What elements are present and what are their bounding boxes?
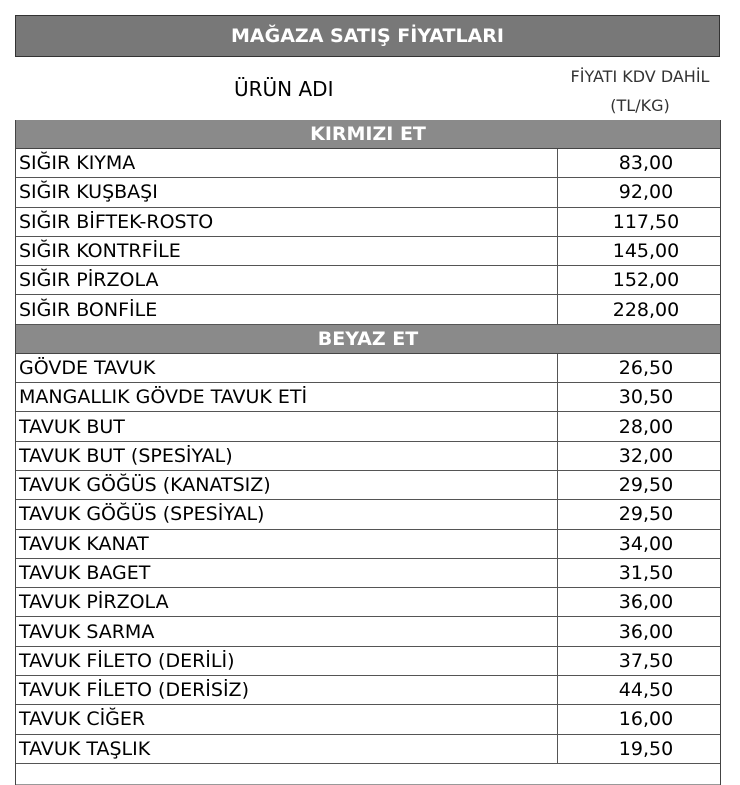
table-row xyxy=(16,735,720,764)
product-name-cell: GÖVDE TAVUK xyxy=(16,354,558,382)
page-title: MAĞAZA SATIŞ FİYATLARI xyxy=(15,15,720,57)
product-name-cell: TAVUK FİLETO (DERİLİ) xyxy=(16,647,558,675)
price-cell: 19,50 xyxy=(618,737,674,760)
price-cell: 29,50 xyxy=(618,474,674,497)
price-cell: 36,00 xyxy=(618,591,674,614)
table-row xyxy=(16,500,720,529)
price-table xyxy=(15,120,721,785)
price-cell: 92,00 xyxy=(618,181,674,204)
product-name-cell: TAVUK CİĞER xyxy=(16,705,558,733)
product-name-cell: TAVUK BAGET xyxy=(16,559,558,587)
table-row xyxy=(16,559,720,588)
price-cell: 117,50 xyxy=(612,210,680,233)
table-row xyxy=(16,237,720,266)
table-row xyxy=(16,178,720,207)
table-row xyxy=(16,647,720,676)
product-name-cell: SIĞIR KONTRFİLE xyxy=(16,237,558,265)
price-cell: 37,50 xyxy=(618,649,674,672)
price-cell: 26,50 xyxy=(618,356,674,379)
table-row xyxy=(16,588,720,617)
product-name-cell: SIĞIR PİRZOLA xyxy=(16,266,558,294)
price-cell: 36,00 xyxy=(618,620,674,643)
product-name-cell: TAVUK SARMA xyxy=(16,617,558,645)
table-row xyxy=(16,266,720,295)
product-name-cell: TAVUK KANAT xyxy=(16,530,558,558)
table-row xyxy=(16,412,720,441)
price-cell: 44,50 xyxy=(618,679,674,702)
product-name-cell: SIĞIR BONFİLE xyxy=(16,295,558,323)
table-row xyxy=(16,208,720,237)
column-header-product-name: ÜRÜN ADI xyxy=(234,77,334,101)
table-row xyxy=(16,530,720,559)
price-cell: 31,50 xyxy=(618,562,674,584)
table-row xyxy=(16,295,720,324)
table-row xyxy=(16,705,720,734)
table-row xyxy=(16,149,720,178)
product-name-cell: TAVUK TAŞLIK xyxy=(16,735,558,763)
price-cell: 83,00 xyxy=(618,152,674,175)
price-cell: 32,00 xyxy=(618,444,674,467)
table-row xyxy=(16,471,720,500)
price-cell: 28,00 xyxy=(618,415,674,438)
product-name-cell: TAVUK PİRZOLA xyxy=(16,588,558,616)
table-row-empty xyxy=(16,764,720,785)
price-cell: 16,00 xyxy=(618,708,674,731)
section-heading: KIRMIZI ET xyxy=(16,120,720,149)
price-cell: 30,50 xyxy=(618,386,674,409)
price-cell: 152,00 xyxy=(612,269,680,292)
product-name-cell: TAVUK FİLETO (DERİSİZ) xyxy=(16,676,558,704)
price-cell: 228,00 xyxy=(612,298,680,321)
product-name-cell: TAVUK GÖĞÜS (SPESİYAL) xyxy=(16,500,558,528)
column-header-price xyxy=(560,62,720,120)
table-row xyxy=(16,676,720,705)
table-row xyxy=(16,354,720,383)
table-row xyxy=(16,617,720,646)
product-name-cell: SIĞIR KIYMA xyxy=(16,149,558,177)
price-cell: 145,00 xyxy=(612,240,680,263)
product-name-cell: SIĞIR BİFTEK-ROSTO xyxy=(16,208,558,236)
column-header-price-unit: (TL/KG) xyxy=(610,96,670,115)
product-name-cell: MANGALLIK GÖVDE TAVUK ETİ xyxy=(16,383,558,411)
price-cell: 34,00 xyxy=(618,532,674,555)
column-header-price-line1: FİYATI KDV DAHİL xyxy=(570,67,710,86)
product-name-cell: SIĞIR KUŞBAŞI xyxy=(16,178,558,206)
product-name-cell: TAVUK BUT (SPESİYAL) xyxy=(16,442,558,470)
product-name-cell: TAVUK GÖĞÜS (KANATSIZ) xyxy=(16,471,558,499)
product-name-cell: TAVUK BUT xyxy=(16,412,558,440)
price-cell: 29,50 xyxy=(618,503,674,526)
table-row xyxy=(16,383,720,412)
table-row xyxy=(16,442,720,471)
section-heading: BEYAZ ET xyxy=(16,325,720,354)
